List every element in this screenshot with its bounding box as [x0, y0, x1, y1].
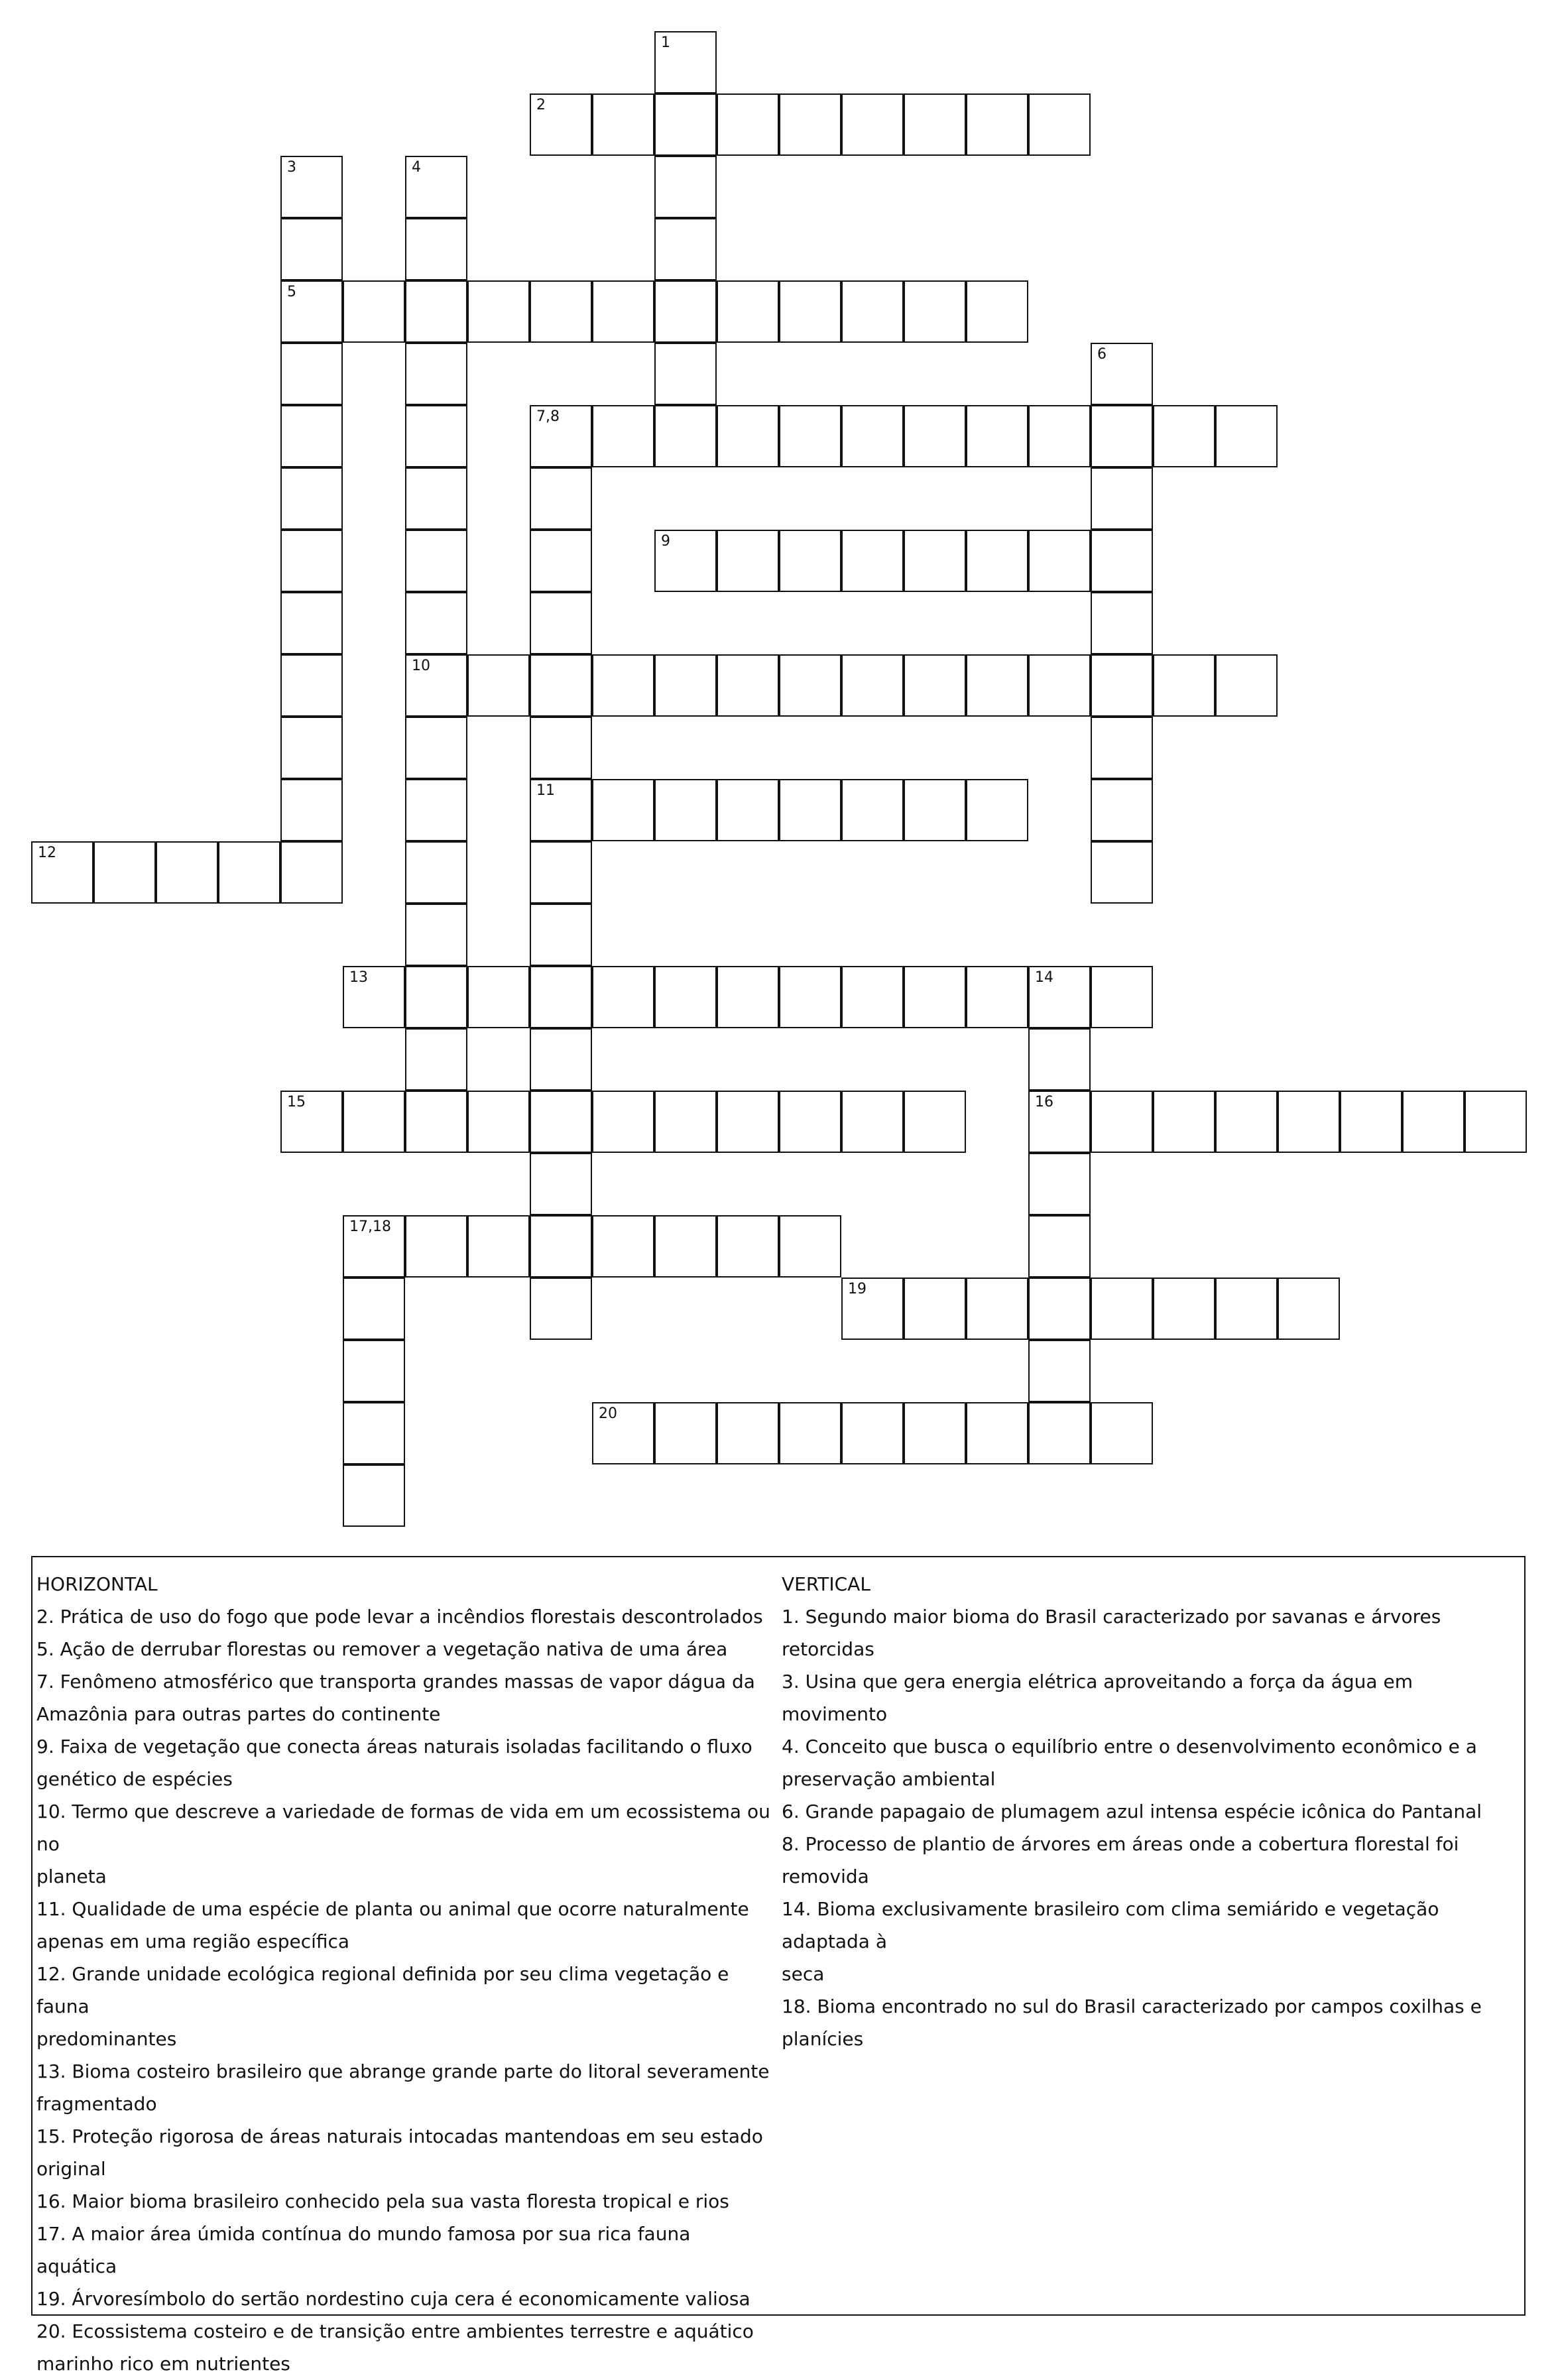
crossword-cell[interactable] — [530, 467, 592, 530]
crossword-cell[interactable] — [530, 1278, 592, 1340]
crossword-cell[interactable] — [1091, 779, 1153, 841]
crossword-cell[interactable] — [654, 1091, 717, 1153]
crossword-cell[interactable] — [904, 93, 966, 156]
crossword-cell[interactable] — [717, 530, 779, 592]
crossword-cell[interactable] — [530, 1153, 592, 1215]
crossword-cell[interactable] — [1402, 1091, 1465, 1153]
clue-line: 5. Ação de derrubar florestas ou remover a vegetação nativa de uma área — [36, 1638, 728, 1660]
crossword-cell[interactable] — [904, 654, 966, 717]
crossword-cell[interactable] — [1091, 592, 1153, 654]
crossword-cell[interactable] — [1153, 405, 1215, 467]
crossword-cell[interactable] — [592, 1215, 654, 1278]
crossword-cell[interactable] — [280, 1091, 343, 1153]
clue-number: 17,18 — [349, 1219, 391, 1235]
crossword-cell[interactable] — [1028, 1091, 1091, 1153]
crossword-cell[interactable] — [904, 966, 966, 1028]
vertical-clues — [782, 1568, 1518, 2055]
clue-number: 7,8 — [536, 408, 560, 425]
crossword-cell[interactable] — [1278, 1278, 1340, 1340]
clue-number: 3 — [287, 159, 296, 176]
crossword-cell[interactable] — [31, 841, 93, 904]
clue-line: 8. Processo de plantio de árvores em áreas onde a cobertura florestal foi removida — [782, 1833, 1459, 1887]
crossword-cell[interactable] — [1028, 93, 1091, 156]
clue-number: 10 — [412, 658, 430, 674]
crossword-cell[interactable] — [654, 779, 717, 841]
crossword-cell[interactable] — [654, 343, 717, 405]
clue-line: 11. Qualidade de uma espécie de planta ou animal que ocorre naturalmente — [36, 1898, 749, 1920]
crossword-cell[interactable] — [904, 530, 966, 592]
crossword-cell[interactable] — [1215, 1278, 1278, 1340]
clue-line: 7. Fenômeno atmosférico que transporta grandes massas de vapor dágua da — [36, 1671, 755, 1693]
crossword-cell[interactable] — [779, 966, 841, 1028]
crossword-cell[interactable] — [467, 280, 530, 343]
crossword-cell[interactable] — [530, 530, 592, 592]
crossword-cell[interactable] — [1028, 966, 1091, 1028]
crossword-cell[interactable] — [904, 779, 966, 841]
crossword-cell[interactable] — [405, 280, 467, 343]
crossword-cell[interactable] — [592, 779, 654, 841]
clue-number: 6 — [1097, 346, 1107, 363]
crossword-cell[interactable] — [1028, 1028, 1091, 1091]
crossword-cell[interactable] — [592, 93, 654, 156]
crossword-cell[interactable] — [779, 654, 841, 717]
crossword-cell[interactable] — [779, 405, 841, 467]
clue-line: marinho rico em nutrientes — [36, 2353, 290, 2375]
clue-number: 15 — [287, 1094, 306, 1110]
crossword-cell[interactable] — [1153, 1278, 1215, 1340]
crossword-cell[interactable] — [530, 841, 592, 904]
crossword-cell[interactable] — [280, 405, 343, 467]
clue-line: 10. Termo que descreve a variedade de formas de vida em um ecossistema ou no — [36, 1801, 770, 1855]
clue-line: Amazônia para outras partes do continente — [36, 1703, 441, 1725]
crossword-cell[interactable] — [467, 966, 530, 1028]
crossword-cell[interactable] — [343, 966, 405, 1028]
clue-line: 15. Proteção rigorosa de áreas naturais intocadas mantendoas em seu estado — [36, 2125, 763, 2147]
crossword-cell[interactable] — [966, 654, 1028, 717]
clues-box — [31, 1556, 1526, 2375]
crossword-cell[interactable] — [405, 156, 467, 218]
crossword-cell[interactable] — [405, 218, 467, 280]
clue-line: 1. Segundo maior bioma do Brasil caracterizado por savanas e árvores retorcidas — [782, 1606, 1441, 1660]
crossword-cell[interactable] — [841, 1278, 904, 1340]
crossword-cell[interactable] — [779, 280, 841, 343]
crossword-cell[interactable] — [779, 1091, 841, 1153]
crossword-cell[interactable] — [1028, 1340, 1091, 1402]
vertical-heading: VERTICAL — [782, 1573, 870, 1595]
crossword-cell[interactable] — [654, 156, 717, 218]
crossword-cell[interactable] — [156, 841, 218, 904]
clue-line: predominantes — [36, 2028, 177, 2050]
crossword-cell[interactable] — [530, 1091, 592, 1153]
clue-line: apenas em uma região específica — [36, 1931, 350, 1952]
crossword-cell[interactable] — [343, 1091, 405, 1153]
crossword-cell[interactable] — [592, 654, 654, 717]
crossword-cell[interactable] — [1091, 530, 1153, 592]
crossword-cell[interactable] — [1091, 343, 1153, 405]
crossword-cell[interactable] — [1465, 1091, 1527, 1153]
crossword-cell[interactable] — [280, 218, 343, 280]
crossword-cell[interactable] — [343, 280, 405, 343]
crossword-cell[interactable] — [405, 1215, 467, 1278]
crossword-cell[interactable] — [1215, 1091, 1278, 1153]
clue-line: 4. Conceito que busca o equilíbrio entre o desenvolvimento econômico e a — [782, 1736, 1477, 1757]
crossword-cell[interactable] — [280, 280, 343, 343]
crossword-cell[interactable] — [343, 1402, 405, 1464]
crossword-cell[interactable] — [654, 218, 717, 280]
crossword-cell[interactable] — [779, 779, 841, 841]
crossword-cell[interactable] — [966, 93, 1028, 156]
crossword-cell[interactable] — [654, 654, 717, 717]
clue-number: 2 — [536, 97, 546, 113]
crossword-cell[interactable] — [654, 1215, 717, 1278]
crossword-cell[interactable] — [592, 1091, 654, 1153]
crossword-cell[interactable] — [280, 717, 343, 779]
crossword-cell[interactable] — [530, 280, 592, 343]
crossword-cell[interactable] — [405, 779, 467, 841]
crossword-cell[interactable] — [904, 1402, 966, 1464]
crossword-cell[interactable] — [1091, 1278, 1153, 1340]
crossword-cell[interactable] — [405, 592, 467, 654]
crossword-cell[interactable] — [280, 530, 343, 592]
crossword-cell[interactable] — [1091, 1402, 1153, 1464]
crossword-cell[interactable] — [904, 405, 966, 467]
crossword-cell[interactable] — [405, 405, 467, 467]
crossword-cell[interactable] — [966, 530, 1028, 592]
crossword-cell[interactable] — [779, 1215, 841, 1278]
crossword-cell[interactable] — [1028, 1153, 1091, 1215]
crossword-cell[interactable] — [405, 904, 467, 966]
clue-line: 20. Ecossistema costeiro e de transição entre ambientes terrestre e aquático — [36, 2320, 754, 2342]
crossword-cell[interactable] — [1091, 405, 1153, 467]
vertical-clue-list — [782, 1600, 1518, 2055]
clue-line: 12. Grande unidade ecológica regional definida por seu clima vegetação e fauna — [36, 1963, 729, 2017]
crossword-cell[interactable] — [1278, 1091, 1340, 1153]
crossword-cell[interactable] — [717, 1402, 779, 1464]
crossword-cell[interactable] — [1028, 1278, 1091, 1340]
crossword-cell[interactable] — [717, 1215, 779, 1278]
crossword-cell[interactable] — [1091, 654, 1153, 717]
crossword-cell[interactable] — [405, 1028, 467, 1091]
crossword-cell[interactable] — [93, 841, 156, 904]
crossword-cell[interactable] — [841, 1402, 904, 1464]
crossword-cell[interactable] — [530, 592, 592, 654]
crossword-cell[interactable] — [654, 31, 717, 93]
clue-line: planeta — [36, 1866, 107, 1887]
crossword-cell[interactable] — [1028, 654, 1091, 717]
crossword-cell[interactable] — [841, 280, 904, 343]
crossword-cell[interactable] — [904, 280, 966, 343]
crossword-cell[interactable] — [654, 405, 717, 467]
crossword-cell[interactable] — [717, 1091, 779, 1153]
crossword-cell[interactable] — [841, 1091, 904, 1153]
crossword-cell[interactable] — [467, 1091, 530, 1153]
clue-number: 1 — [661, 34, 670, 51]
crossword-cell[interactable] — [654, 1402, 717, 1464]
horizontal-clues — [36, 1568, 772, 2380]
crossword-cell[interactable] — [779, 93, 841, 156]
crossword-cell[interactable] — [1028, 530, 1091, 592]
crossword-cell[interactable] — [841, 966, 904, 1028]
clue-line: 17. A maior área úmida contínua do mundo famosa por sua rica fauna aquática — [36, 2223, 691, 2277]
crossword-cell[interactable] — [592, 280, 654, 343]
crossword-cell[interactable] — [966, 966, 1028, 1028]
clue-number: 20 — [599, 1405, 617, 1422]
crossword-cell[interactable] — [530, 904, 592, 966]
clue-number: 13 — [349, 969, 368, 986]
crossword-cell[interactable] — [654, 530, 717, 592]
crossword-cell[interactable] — [717, 654, 779, 717]
crossword-cell[interactable] — [779, 1402, 841, 1464]
crossword-cell[interactable] — [1028, 1215, 1091, 1278]
crossword-cell[interactable] — [530, 779, 592, 841]
crossword-cell[interactable] — [966, 779, 1028, 841]
crossword-cell[interactable] — [280, 779, 343, 841]
crossword-cell[interactable] — [1340, 1091, 1402, 1153]
crossword-cell[interactable] — [1215, 654, 1278, 717]
crossword-cell[interactable] — [218, 841, 280, 904]
crossword-cell[interactable] — [654, 966, 717, 1028]
crossword-cell[interactable] — [966, 1278, 1028, 1340]
clue-line: fragmentado — [36, 2093, 157, 2115]
crossword-cell[interactable] — [841, 654, 904, 717]
clue-line: 2. Prática de uso do fogo que pode levar a incêndios florestais descontrolados — [36, 1606, 763, 1628]
clue-line: 19. Árvoresímbolo do sertão nordestino cuja cera é economicamente valiosa — [36, 2288, 750, 2310]
crossword-cell[interactable] — [1091, 841, 1153, 904]
crossword-cell[interactable] — [280, 841, 343, 904]
clue-line: 9. Faixa de vegetação que conecta áreas naturais isoladas facilitando o fluxo — [36, 1736, 752, 1757]
crossword-cell[interactable] — [1091, 1091, 1153, 1153]
crossword-cell[interactable] — [654, 280, 717, 343]
crossword-cell[interactable] — [405, 654, 467, 717]
crossword-cell[interactable] — [904, 1091, 966, 1153]
crossword-cell[interactable] — [405, 841, 467, 904]
crossword-cell[interactable] — [841, 530, 904, 592]
clue-line: 18. Bioma encontrado no sul do Brasil caracterizado por campos coxilhas e — [782, 1995, 1482, 2017]
crossword-cell[interactable] — [530, 405, 592, 467]
crossword-cell[interactable] — [592, 966, 654, 1028]
crossword-cell[interactable] — [280, 654, 343, 717]
crossword-cell[interactable] — [841, 93, 904, 156]
crossword-cell[interactable] — [717, 966, 779, 1028]
crossword-cell[interactable] — [654, 93, 717, 156]
clue-number: 11 — [536, 782, 555, 799]
clue-number: 16 — [1035, 1094, 1053, 1110]
crossword-cell[interactable] — [1153, 654, 1215, 717]
crossword-cell[interactable] — [717, 779, 779, 841]
clue-line: planícies — [782, 2028, 864, 2050]
crossword-cell[interactable] — [841, 405, 904, 467]
crossword-cell[interactable] — [966, 1402, 1028, 1464]
crossword-cell[interactable] — [1091, 467, 1153, 530]
crossword-cell[interactable] — [1091, 966, 1153, 1028]
crossword-cell[interactable] — [717, 280, 779, 343]
crossword-cell[interactable] — [530, 1028, 592, 1091]
crossword-cell[interactable] — [280, 343, 343, 405]
crossword-cell[interactable] — [280, 156, 343, 218]
clue-number: 14 — [1035, 969, 1053, 986]
crossword-cell[interactable] — [343, 1340, 405, 1402]
crossword-cell[interactable] — [1091, 717, 1153, 779]
crossword-cell[interactable] — [904, 1278, 966, 1340]
crossword-cell[interactable] — [1215, 405, 1278, 467]
crossword-cell[interactable] — [530, 93, 592, 156]
crossword-cell[interactable] — [530, 717, 592, 779]
clue-number: 5 — [287, 284, 296, 300]
crossword-cell[interactable] — [1028, 405, 1091, 467]
crossword-cell[interactable] — [592, 1402, 654, 1464]
clue-line: preservação ambiental — [782, 1768, 996, 1790]
crossword-cell[interactable] — [1028, 1402, 1091, 1464]
crossword-cell[interactable] — [966, 405, 1028, 467]
crossword-cell[interactable] — [405, 343, 467, 405]
crossword-cell[interactable] — [467, 654, 530, 717]
clue-number: 19 — [848, 1281, 867, 1297]
crossword-cell[interactable] — [343, 1464, 405, 1527]
clue-line: seca — [782, 1963, 825, 1985]
crossword-cell[interactable] — [280, 467, 343, 530]
crossword-cell[interactable] — [530, 654, 592, 717]
clue-line: 3. Usina que gera energia elétrica aproveitando a força da água em movimento — [782, 1671, 1413, 1725]
crossword-cell[interactable] — [467, 1215, 530, 1278]
crossword-cell[interactable] — [841, 779, 904, 841]
crossword-cell[interactable] — [1153, 1091, 1215, 1153]
clue-line: original — [36, 2158, 106, 2180]
crossword-cell[interactable] — [343, 1215, 405, 1278]
clue-number: 9 — [661, 533, 670, 550]
clue-line: genético de espécies — [36, 1768, 233, 1790]
crossword-cell[interactable] — [405, 966, 467, 1028]
crossword-cell[interactable] — [592, 405, 654, 467]
clue-line: 16. Maior bioma brasileiro conhecido pela sua vasta floresta tropical e rios — [36, 2190, 729, 2212]
crossword-cell[interactable] — [280, 592, 343, 654]
crossword-cell[interactable] — [405, 467, 467, 530]
crossword-cell[interactable] — [405, 1091, 467, 1153]
crossword-cell[interactable] — [717, 93, 779, 156]
clue-line: 13. Bioma costeiro brasileiro que abrange grande parte do litoral severamente — [36, 2060, 770, 2082]
clue-number: 12 — [38, 845, 56, 861]
horizontal-clue-list — [36, 1600, 772, 2380]
crossword-cell[interactable] — [530, 966, 592, 1028]
crossword-cell[interactable] — [343, 1278, 405, 1340]
crossword-cell[interactable] — [530, 1215, 592, 1278]
clue-number: 4 — [412, 159, 421, 176]
crossword-cell[interactable] — [717, 405, 779, 467]
horizontal-heading: HORIZONTAL — [36, 1573, 158, 1595]
crossword-cell[interactable] — [966, 280, 1028, 343]
crossword-cell[interactable] — [405, 530, 467, 592]
crossword-cell[interactable] — [405, 717, 467, 779]
clue-line: 14. Bioma exclusivamente brasileiro com clima semiárido e vegetação adaptada à — [782, 1898, 1439, 1952]
clue-line: 6. Grande papagaio de plumagem azul intensa espécie icônica do Pantanal — [782, 1801, 1482, 1822]
crossword-cell[interactable] — [779, 530, 841, 592]
